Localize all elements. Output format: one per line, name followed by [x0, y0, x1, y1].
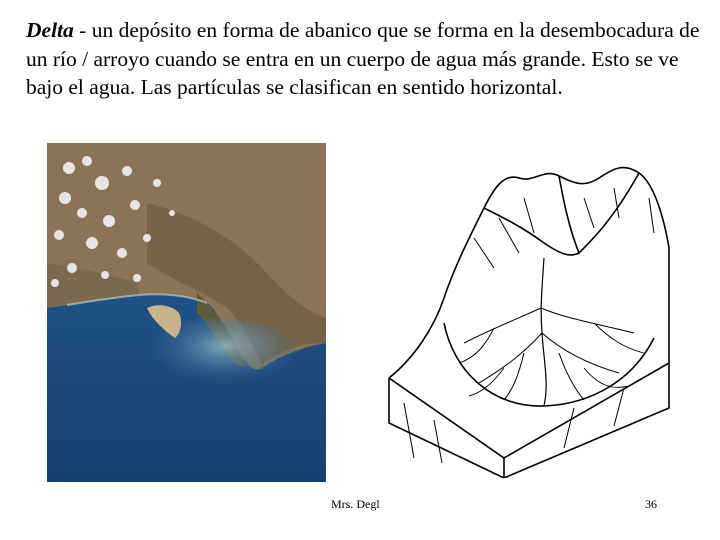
delta-term: Delta	[26, 18, 74, 42]
page-number: 36	[645, 497, 657, 511]
satellite-photo	[47, 143, 326, 482]
footer-author: Mrs. Degl	[331, 497, 380, 511]
delta-definition: - un depósito en forma de abanico que se forma en la desembocadura de un río / arroyo cuando se entra en un cuerpo de agua más grande. Esto se ve bajo el agua. Las partículas se clasifican en sentido horizontal.	[26, 18, 700, 99]
delta-diagram	[384, 158, 684, 478]
slide-body-text	[26, 16, 702, 102]
